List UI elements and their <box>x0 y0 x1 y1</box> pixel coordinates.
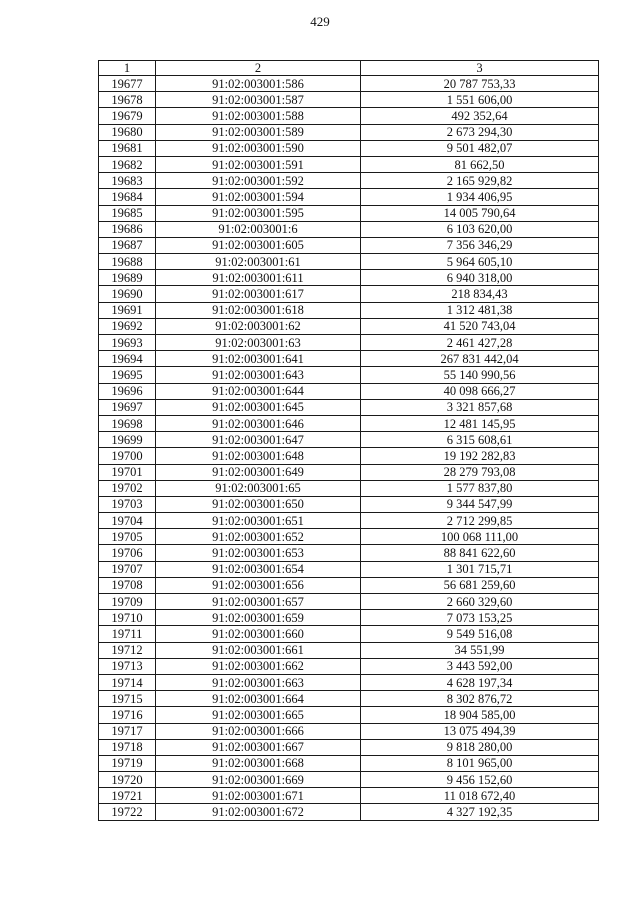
table-row <box>99 772 599 788</box>
table-header <box>99 61 599 76</box>
row-number-cell: 19706 <box>99 545 156 561</box>
cadastral-number-cell: 91:02:003001:592 <box>156 173 361 189</box>
table-row <box>99 626 599 642</box>
table-row <box>99 642 599 658</box>
table-row <box>99 788 599 804</box>
table-row <box>99 399 599 415</box>
cadastral-number-cell: 91:02:003001:595 <box>156 205 361 221</box>
cadastral-number-cell: 91:02:003001:648 <box>156 448 361 464</box>
cadastral-number-cell: 91:02:003001:590 <box>156 140 361 156</box>
table-row <box>99 140 599 156</box>
value-cell: 1 577 837,80 <box>361 480 599 496</box>
value-cell: 8 101 965,00 <box>361 755 599 771</box>
row-number-cell: 19692 <box>99 318 156 334</box>
value-cell: 2 461 427,28 <box>361 335 599 351</box>
cadastral-number-cell: 91:02:003001:650 <box>156 496 361 512</box>
table-row <box>99 739 599 755</box>
table-row <box>99 707 599 723</box>
cadastral-number-cell: 91:02:003001:62 <box>156 318 361 334</box>
value-cell: 56 681 259,60 <box>361 577 599 593</box>
row-number-cell: 19709 <box>99 594 156 610</box>
value-cell: 14 005 790,64 <box>361 205 599 221</box>
value-cell: 40 098 666,27 <box>361 383 599 399</box>
cadastral-number-cell: 91:02:003001:659 <box>156 610 361 626</box>
value-cell: 1 301 715,71 <box>361 561 599 577</box>
row-number-cell: 19683 <box>99 173 156 189</box>
value-cell: 5 964 605,10 <box>361 254 599 270</box>
table-row <box>99 529 599 545</box>
row-number-cell: 19685 <box>99 205 156 221</box>
table-row <box>99 545 599 561</box>
row-number-cell: 19701 <box>99 464 156 480</box>
row-number-cell: 19694 <box>99 351 156 367</box>
cadastral-number-cell: 91:02:003001:643 <box>156 367 361 383</box>
table-row <box>99 108 599 124</box>
table-row <box>99 577 599 593</box>
table-row <box>99 480 599 496</box>
row-number-cell: 19720 <box>99 772 156 788</box>
table-row <box>99 432 599 448</box>
row-number-cell: 19691 <box>99 302 156 318</box>
page-number: 429 <box>310 14 330 29</box>
row-number-cell: 19702 <box>99 480 156 496</box>
cadastral-number-cell: 91:02:003001:587 <box>156 92 361 108</box>
value-cell: 13 075 494,39 <box>361 723 599 739</box>
value-cell: 1 934 406,95 <box>361 189 599 205</box>
value-cell: 7 356 346,29 <box>361 237 599 253</box>
column-header-1: 1 <box>99 61 156 76</box>
row-number-cell: 19722 <box>99 804 156 820</box>
table-row <box>99 318 599 334</box>
cadastral-number-cell: 91:02:003001:664 <box>156 691 361 707</box>
row-number-cell: 19686 <box>99 221 156 237</box>
row-number-cell: 19681 <box>99 140 156 156</box>
table-row <box>99 415 599 431</box>
row-number-cell: 19718 <box>99 739 156 755</box>
table-row <box>99 594 599 610</box>
cadastral-number-cell: 91:02:003001:65 <box>156 480 361 496</box>
table-row <box>99 658 599 674</box>
value-cell: 41 520 743,04 <box>361 318 599 334</box>
table-row <box>99 76 599 92</box>
value-cell: 81 662,50 <box>361 156 599 172</box>
row-number-cell: 19688 <box>99 254 156 270</box>
value-cell: 88 841 622,60 <box>361 545 599 561</box>
value-cell: 1 312 481,38 <box>361 302 599 318</box>
table-row <box>99 691 599 707</box>
value-cell: 6 940 318,00 <box>361 270 599 286</box>
table-row <box>99 383 599 399</box>
value-cell: 18 904 585,00 <box>361 707 599 723</box>
cadastral-number-cell: 91:02:003001:605 <box>156 237 361 253</box>
cadastral-number-cell: 91:02:003001:653 <box>156 545 361 561</box>
value-cell: 8 302 876,72 <box>361 691 599 707</box>
row-number-cell: 19678 <box>99 92 156 108</box>
cadastral-number-cell: 91:02:003001:618 <box>156 302 361 318</box>
value-cell: 267 831 442,04 <box>361 351 599 367</box>
value-cell: 19 192 282,83 <box>361 448 599 464</box>
row-number-cell: 19715 <box>99 691 156 707</box>
cadastral-number-cell: 91:02:003001:61 <box>156 254 361 270</box>
value-cell: 12 481 145,95 <box>361 415 599 431</box>
value-cell: 9 344 547,99 <box>361 496 599 512</box>
value-cell: 3 321 857,68 <box>361 399 599 415</box>
cadastral-number-cell: 91:02:003001:652 <box>156 529 361 545</box>
column-header-2: 2 <box>156 61 361 76</box>
cadastral-number-cell: 91:02:003001:671 <box>156 788 361 804</box>
cadastral-number-cell: 91:02:003001:647 <box>156 432 361 448</box>
table-row <box>99 302 599 318</box>
cadastral-number-cell: 91:02:003001:651 <box>156 513 361 529</box>
table-body <box>99 76 599 821</box>
value-cell: 1 551 606,00 <box>361 92 599 108</box>
value-cell: 11 018 672,40 <box>361 788 599 804</box>
row-number-cell: 19696 <box>99 383 156 399</box>
table-row <box>99 610 599 626</box>
cadastral-number-cell: 91:02:003001:667 <box>156 739 361 755</box>
row-number-cell: 19693 <box>99 335 156 351</box>
row-number-cell: 19714 <box>99 674 156 690</box>
value-cell: 2 673 294,30 <box>361 124 599 140</box>
value-cell: 2 165 929,82 <box>361 173 599 189</box>
row-number-cell: 19695 <box>99 367 156 383</box>
row-number-cell: 19704 <box>99 513 156 529</box>
value-cell: 6 103 620,00 <box>361 221 599 237</box>
cadastral-number-cell: 91:02:003001:617 <box>156 286 361 302</box>
cadastral-number-cell: 91:02:003001:666 <box>156 723 361 739</box>
cadastral-number-cell: 91:02:003001:63 <box>156 335 361 351</box>
row-number-cell: 19712 <box>99 642 156 658</box>
row-number-cell: 19707 <box>99 561 156 577</box>
table-row <box>99 205 599 221</box>
cadastral-number-cell: 91:02:003001:644 <box>156 383 361 399</box>
table-row <box>99 448 599 464</box>
table-row <box>99 286 599 302</box>
row-number-cell: 19700 <box>99 448 156 464</box>
value-cell: 218 834,43 <box>361 286 599 302</box>
value-cell: 2 660 329,60 <box>361 594 599 610</box>
value-cell: 28 279 793,08 <box>361 464 599 480</box>
table-row <box>99 513 599 529</box>
value-cell: 9 456 152,60 <box>361 772 599 788</box>
value-cell: 7 073 153,25 <box>361 610 599 626</box>
row-number-cell: 19710 <box>99 610 156 626</box>
table-row <box>99 270 599 286</box>
row-number-cell: 19705 <box>99 529 156 545</box>
table-row <box>99 351 599 367</box>
row-number-cell: 19689 <box>99 270 156 286</box>
row-number-cell: 19713 <box>99 658 156 674</box>
table-row <box>99 496 599 512</box>
row-number-cell: 19677 <box>99 76 156 92</box>
row-number-cell: 19697 <box>99 399 156 415</box>
cadastral-number-cell: 91:02:003001:649 <box>156 464 361 480</box>
cadastral-number-cell: 91:02:003001:665 <box>156 707 361 723</box>
row-number-cell: 19679 <box>99 108 156 124</box>
row-number-cell: 19684 <box>99 189 156 205</box>
row-number-cell: 19699 <box>99 432 156 448</box>
table-row <box>99 335 599 351</box>
table-row <box>99 173 599 189</box>
cadastral-number-cell: 91:02:003001:668 <box>156 755 361 771</box>
value-cell: 4 628 197,34 <box>361 674 599 690</box>
value-cell: 3 443 592,00 <box>361 658 599 674</box>
table-row <box>99 367 599 383</box>
cadastral-number-cell: 91:02:003001:669 <box>156 772 361 788</box>
cadastral-number-cell: 91:02:003001:611 <box>156 270 361 286</box>
value-cell: 9 549 516,08 <box>361 626 599 642</box>
cadastral-number-cell: 91:02:003001:660 <box>156 626 361 642</box>
table-row <box>99 561 599 577</box>
cadastral-number-cell: 91:02:003001:588 <box>156 108 361 124</box>
cadastral-number-cell: 91:02:003001:641 <box>156 351 361 367</box>
table-row <box>99 189 599 205</box>
row-number-cell: 19687 <box>99 237 156 253</box>
row-number-cell: 19682 <box>99 156 156 172</box>
row-number-cell: 19708 <box>99 577 156 593</box>
cadastral-number-cell: 91:02:003001:646 <box>156 415 361 431</box>
table-row <box>99 221 599 237</box>
row-number-cell: 19698 <box>99 415 156 431</box>
cadastral-number-cell: 91:02:003001:662 <box>156 658 361 674</box>
table-row <box>99 804 599 820</box>
table-row <box>99 674 599 690</box>
row-number-cell: 19717 <box>99 723 156 739</box>
column-header-3: 3 <box>361 61 599 76</box>
value-cell: 9 818 280,00 <box>361 739 599 755</box>
cadastral-number-cell: 91:02:003001:654 <box>156 561 361 577</box>
registry-table <box>98 60 599 821</box>
value-cell: 100 068 111,00 <box>361 529 599 545</box>
value-cell: 55 140 990,56 <box>361 367 599 383</box>
table-row <box>99 92 599 108</box>
header-row <box>99 61 599 76</box>
value-cell: 34 551,99 <box>361 642 599 658</box>
table-row <box>99 755 599 771</box>
cadastral-number-cell: 91:02:003001:645 <box>156 399 361 415</box>
cadastral-number-cell: 91:02:003001:6 <box>156 221 361 237</box>
cadastral-number-cell: 91:02:003001:586 <box>156 76 361 92</box>
cadastral-number-cell: 91:02:003001:661 <box>156 642 361 658</box>
row-number-cell: 19690 <box>99 286 156 302</box>
table-row <box>99 156 599 172</box>
cadastral-number-cell: 91:02:003001:657 <box>156 594 361 610</box>
value-cell: 492 352,64 <box>361 108 599 124</box>
value-cell: 2 712 299,85 <box>361 513 599 529</box>
row-number-cell: 19721 <box>99 788 156 804</box>
table-row <box>99 124 599 140</box>
row-number-cell: 19703 <box>99 496 156 512</box>
cadastral-number-cell: 91:02:003001:589 <box>156 124 361 140</box>
row-number-cell: 19711 <box>99 626 156 642</box>
table-row <box>99 723 599 739</box>
value-cell: 20 787 753,33 <box>361 76 599 92</box>
table-row <box>99 254 599 270</box>
cadastral-number-cell: 91:02:003001:656 <box>156 577 361 593</box>
row-number-cell: 19716 <box>99 707 156 723</box>
cadastral-number-cell: 91:02:003001:591 <box>156 156 361 172</box>
table-row <box>99 464 599 480</box>
cadastral-number-cell: 91:02:003001:663 <box>156 674 361 690</box>
row-number-cell: 19680 <box>99 124 156 140</box>
row-number-cell: 19719 <box>99 755 156 771</box>
table-row <box>99 237 599 253</box>
value-cell: 4 327 192,35 <box>361 804 599 820</box>
cadastral-number-cell: 91:02:003001:672 <box>156 804 361 820</box>
value-cell: 6 315 608,61 <box>361 432 599 448</box>
value-cell: 9 501 482,07 <box>361 140 599 156</box>
cadastral-number-cell: 91:02:003001:594 <box>156 189 361 205</box>
